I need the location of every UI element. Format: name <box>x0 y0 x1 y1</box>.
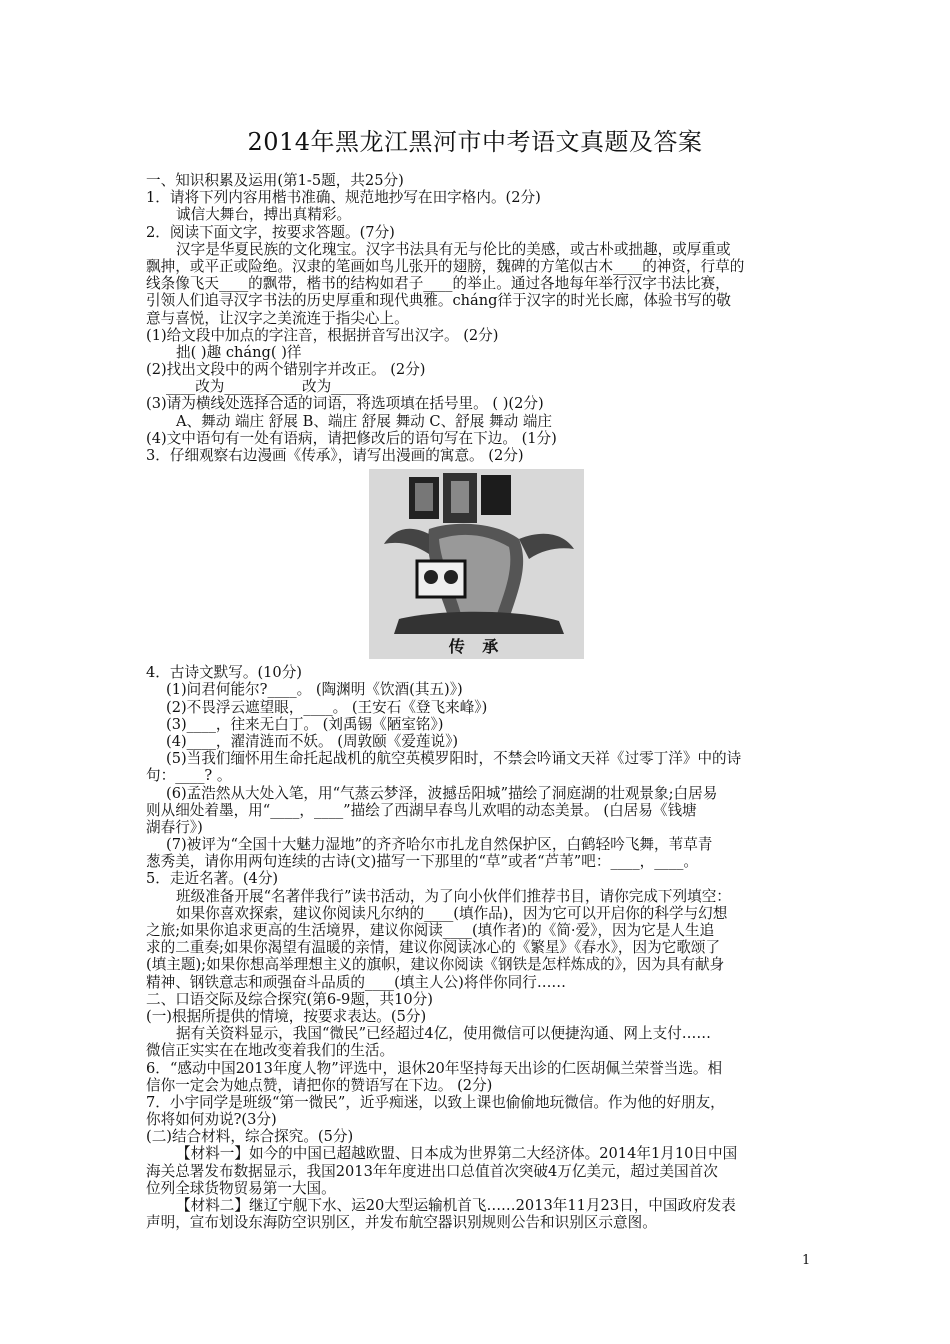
text-line: 意与喜悦，让汉字之美流连于指尖心上。 <box>146 309 409 327</box>
question-line: (2)找出文段中的两个错别字并改正。 (2分) <box>146 361 426 379</box>
text-line: 据有关资料显示，我国“微民”已经超过4亿，使用微信可以便捷沟通、网上支付…… <box>176 1025 711 1043</box>
text-line: 信你一定会为她点赞，请把你的赞语写在下边。 (2分) <box>146 1076 493 1094</box>
text-line: (7)被评为“全国十大魅力湿地”的齐齐哈尔市扎龙自然保护区，白鹤轻吟飞舞，苇草青 <box>166 836 713 854</box>
text-line: 求的二重奏;如果你渴望有温暖的亲情，建议你阅读冰心的《繁星》《春水》，因为它歌颂了 <box>146 939 721 957</box>
text-line: 海关总署发布数据显示，我国2013年年度进出口总值首次突破4万亿美元，超过美国首次 <box>146 1162 718 1180</box>
text-line: 飘抻，或平正或险绝。汉隶的笔画如鸟儿张开的翅膀，魏碑的方笔似古木____的神资，行草的 <box>146 257 745 275</box>
cartoon-caption: 传 承 <box>448 636 505 656</box>
text-line: 诚信大舞台，搏出真精彩。 <box>176 206 352 224</box>
text-line: ____改为_____ _____改为_____ <box>166 378 368 396</box>
question-line: 4．古诗文默写。(10分) <box>146 664 302 682</box>
text-line: 微信正实实在在地改变着我们的生活。 <box>146 1042 395 1060</box>
text-line: 湖春行》) <box>146 818 203 836</box>
text-line: 位列全球货物贸易第一大国。 <box>146 1179 336 1197</box>
section-heading: 二、口语交际及综合探究(第6-9题，共10分) <box>146 990 433 1008</box>
text-line: (5)当我们缅怀用生命托起战机的航空英模罗阳时，不禁会吟诵文天祥《过零丁洋》中的诗 <box>166 750 742 768</box>
text-line: 葱秀美，请你用两句连续的古诗(文)描写一下那里的“草”或者“芦苇”吧：____，____。 <box>146 853 699 871</box>
text-line: 拙( )趣 cháng( )徉 <box>176 343 302 361</box>
text-line: 精神、钢铁意志和顽强奋斗品质的____(填主人公)将伴你同行…… <box>146 973 567 991</box>
text-line: (6)孟浩然从大处入笔，用“气蒸云梦泽，波撼岳阳城”描绘了洞庭湖的壮观景象;白居易 <box>166 784 718 802</box>
text-line: (1)问君何能尔?____。 (陶渊明《饮酒(其五)》) <box>166 681 463 699</box>
text-line: 【材料一】如今的中国已超越欧盟、日本成为世界第二大经济体。2014年1月10日中国 <box>176 1145 738 1163</box>
question-line: (3)请为横线处选择合适的词语，将选项填在括号里。 ( )(2分) <box>146 395 544 413</box>
question-line: (一)根据所提供的情境，按要求表达。(5分) <box>146 1007 427 1025</box>
text-line: 你将如何劝说?(3分) <box>146 1111 277 1129</box>
question-line: 5．走近名著。(4分) <box>146 870 279 888</box>
text-line: 句：____? 。 <box>146 767 232 785</box>
text-line: (3)____，往来无白丁。 (刘禹锡《陋室铭》) <box>166 715 444 733</box>
text-line: 汉字是华夏民族的文化瑰宝。汉字书法具有无与伦比的美感，或古朴或拙趣，或厚重或 <box>176 240 731 258</box>
document-title: 2014年黑龙江黑河市中考语文真题及答案 <box>247 128 703 156</box>
question-line: (1)给文段中加点的字注音，根据拼音写出汉字。 (2分) <box>146 326 499 344</box>
question-line: 6．“感动中国2013年度人物”评选中，退休20年坚持每天出诊的仁医胡佩兰荣誉当选。相 <box>146 1059 723 1077</box>
text-line: (2)不畏浮云遮望眼，____。 (王安石《登飞来峰》) <box>166 698 488 716</box>
section-heading: 一、知识积累及运用(第1-5题，共25分) <box>146 172 404 189</box>
cartoon-image <box>369 469 584 659</box>
question-line: 3．仔细观察右边漫画《传承》，请写出漫画的寓意。 (2分) <box>146 447 524 464</box>
text-line: A、舞动 端庄 舒展 B、端庄 舒展 舞动 C、舒展 舞动 端庄 <box>176 412 553 430</box>
document-body <box>146 172 811 1231</box>
text-line: 如果你喜欢探索，建议你阅读凡尔纳的____(填作品)，因为它可以开启你的科学与幻想 <box>176 904 728 922</box>
text-line: (填主题);如果你想高举理想主义的旗帜，建议你阅读《钢铁是怎样炼成的》，因为具有献身 <box>146 956 725 974</box>
question-line: 2．阅读下面文字，按要求答题。(7分) <box>146 223 395 241</box>
text-line: 引领人们追寻汉字书法的历史厚重和现代典雅。cháng徉于汉字的时光长廊，体验书写的敬 <box>146 292 731 310</box>
question-line: (4)文中语句有一处有语病，请把修改后的语句写在下边。 (1分) <box>146 429 557 447</box>
page-number: 1 <box>802 1253 811 1268</box>
text-line: 则从细处着墨，用“____，____”描绘了西湖早春鸟儿欢唱的动态美景。 (白居易《钱塘 <box>146 801 697 819</box>
question-line: 1．请将下列内容用楷书准确、规范地抄写在田字格内。(2分) <box>146 189 541 207</box>
cartoon-drawing <box>369 469 584 659</box>
text-line: 线条像飞天____的飘带，楷书的结构如君子____的举止。通过各地每年举行汉字书法比赛， <box>146 275 730 293</box>
question-line: 7．小宇同学是班级“第一微民”，近乎痴迷，以致上课也偷偷地玩微信。作为他的好朋友， <box>146 1093 725 1111</box>
text-line: (4)____，濯清涟而不妖。 (周敦颐《爱莲说》) <box>166 732 459 750</box>
text-line: 班级准备开展“名著伴我行”读书活动，为了向小伙伴们推荐书目，请你完成下列填空： <box>176 887 731 905</box>
text-line: 之旅;如果你追求更高的生活境界，建议你阅读____(填作者)的《简·爱》，因为它是人生追 <box>146 922 715 939</box>
text-line: 【材料二】继辽宁舰下水、运20大型运输机首飞……2013年11月23日，中国政府发表 <box>176 1197 736 1214</box>
text-line: 声明，宣布划设东海防空识别区，并发布航空器识别规则公告和识别区示意图。 <box>146 1214 657 1232</box>
question-line: (二)结合材料，综合探究。(5分) <box>146 1128 354 1146</box>
